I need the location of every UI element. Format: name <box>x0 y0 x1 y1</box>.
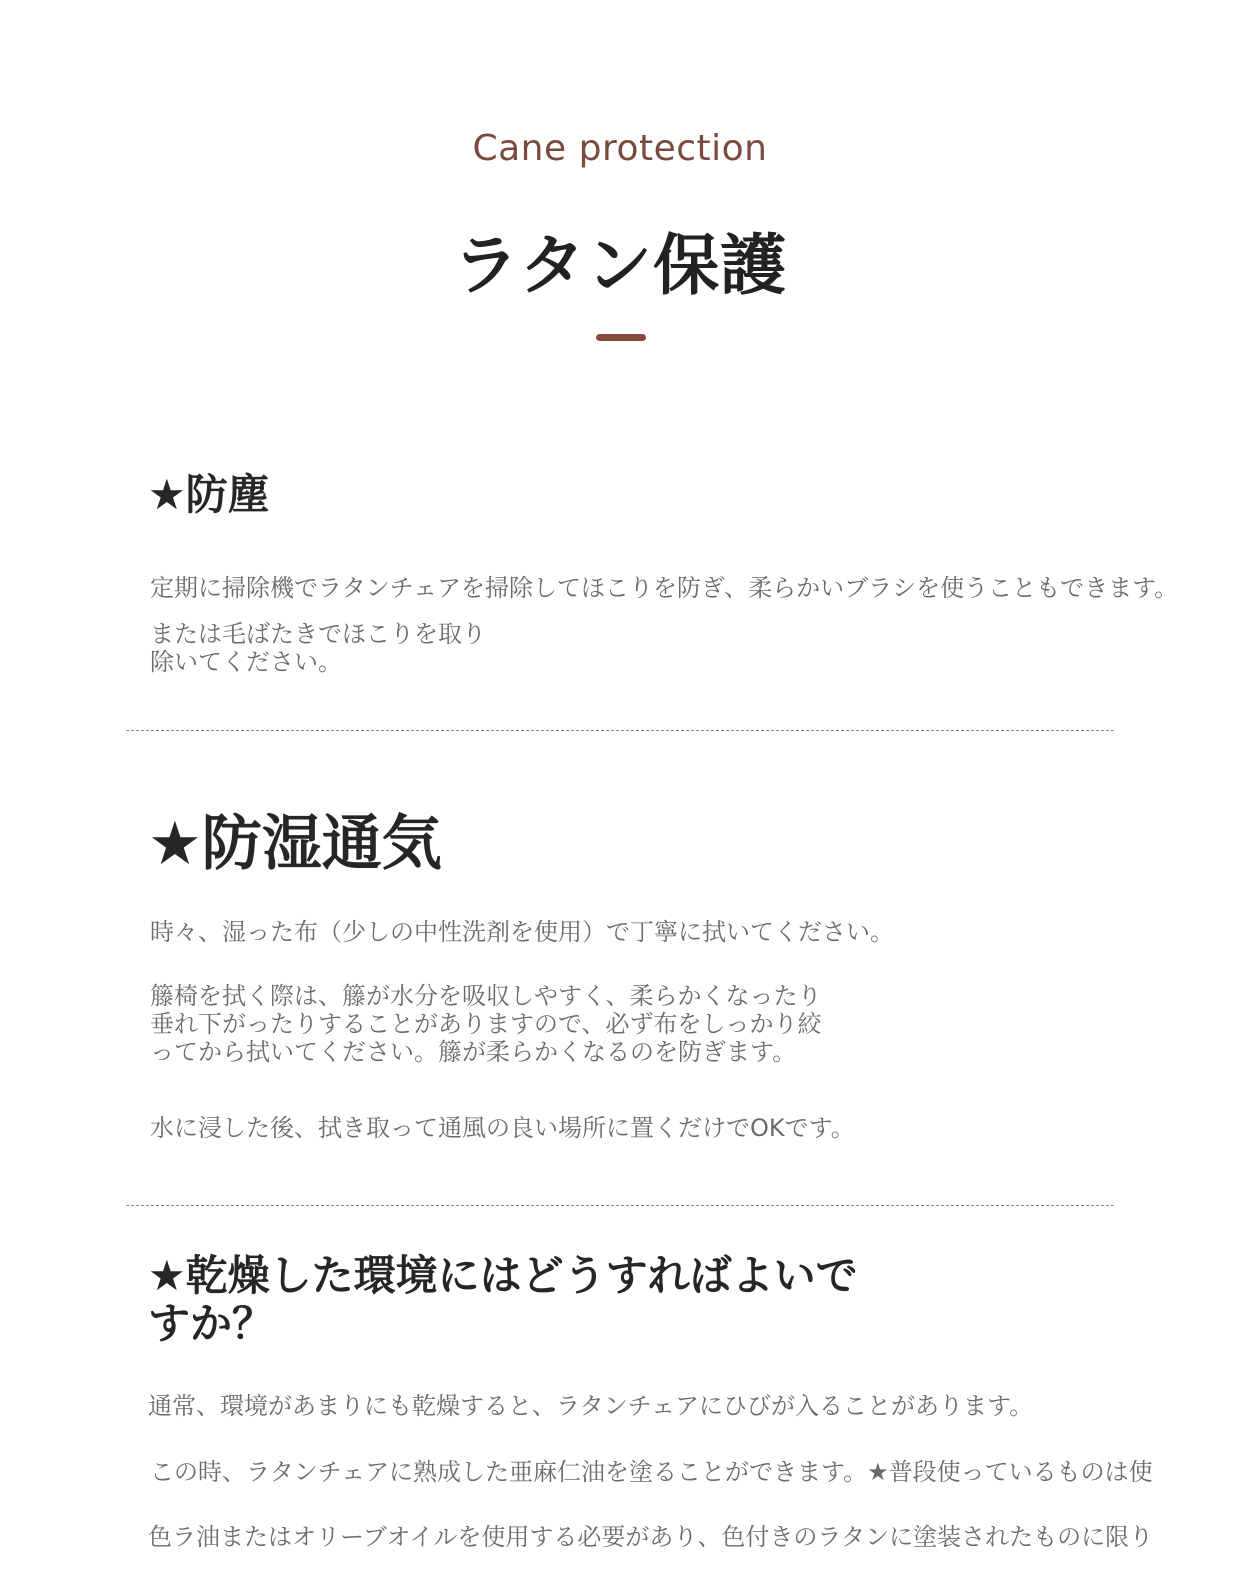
section-dry-paragraph-3: 色ラ油またはオリーブオイルを使用する必要があり、色付きのラタンに塗装されたものに限り <box>148 1523 1154 1551</box>
section-moisture-paragraph-1: 時々、湿った布（少しの中性洗剤を使用）で丁寧に拭いてください。 <box>150 918 894 946</box>
section-dry-paragraph-2: この時、ラタンチェアに熟成した亜麻仁油を塗ることができます。★普段使っているものは使 <box>150 1458 1153 1486</box>
section-moisture-paragraph-3: 水に浸した後、拭き取って通風の良い場所に置くだけでOKです。 <box>150 1114 855 1142</box>
page-title: ラタン保護 <box>452 227 788 304</box>
section-divider <box>126 730 1114 731</box>
section-moisture-paragraph-2: 籐椅を拭く際は、籐が水分を吸収しやすく、柔らかくなったり 垂れ下がったりすることがありますので、必ず布をしっかり絞 ってから拭いてください。籐が柔らかくなるのを防ぎます。 <box>150 982 822 1066</box>
section-dustproof-paragraph-1: 定期に掃除機でラタンチェアを掃除してほこりを防ぎ、柔らかいブラシを使うこともできます。 <box>150 574 1179 602</box>
page-subtitle: Cane protection <box>472 128 768 169</box>
section-dry-paragraph-1: 通常、環境があまりにも乾燥すると、ラタンチェアにひびが入ることがあります。 <box>148 1392 1034 1420</box>
section-dry-heading: ★乾燥した環境にはどうすればよいですか？ <box>148 1251 858 1348</box>
title-accent-bar <box>596 334 646 341</box>
section-dustproof-paragraph-2: または毛ばたきでほこりを取り 除いてください。 <box>150 620 486 676</box>
section-moisture-heading: ★防湿通気 <box>148 809 442 879</box>
section-divider <box>126 1205 1114 1206</box>
section-dustproof-heading: ★防塵 <box>148 470 270 519</box>
